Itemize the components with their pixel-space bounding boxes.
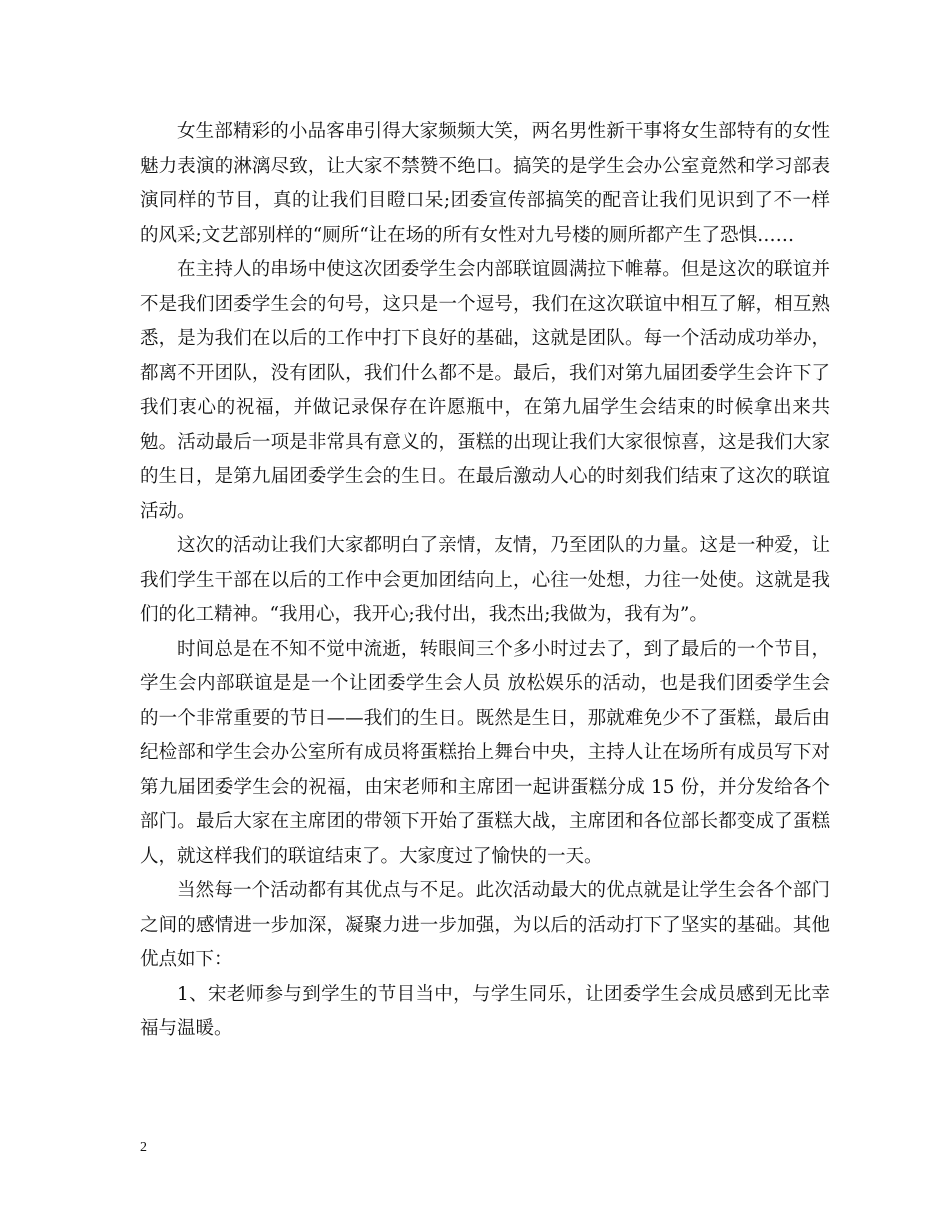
paragraph-6: 1、宋老师参与到学生的节目当中，与学生同乐，让团委学生会成员感到无比幸福与温暖。 xyxy=(140,983,830,1039)
paragraph-3: 这次的活动让我们大家都明白了亲情，友情，乃至团队的力量。这是一种爱，让我们学生干部在以后的工作中会更加团结向上，心往一处想，力往一处使。这就是我们的化工精神。“我用心，我开心;我付出，我杰出;我做为，我有为”。 xyxy=(140,535,830,625)
page-number: 2 xyxy=(140,1140,147,1155)
document-body xyxy=(140,115,830,1047)
paragraph-4: 时间总是在不知不觉中流逝，转眼间三个多小时过去了，到了最后的一个节目，学生会内部联谊是是一个让团委学生会人员 放松娱乐的活动，也是我们团委学生会的一个非常重要的节日——我们的生日。既然是生日，那就难免少不了蛋糕，最后由纪检部和学生会办公室所有成员将蛋糕抬上舞台中央，主持人让在场所有成员写下对第九届团委学生会的祝福，由宋老师和主席团一起讲蛋糕分成 15 份，并分发给各个部门。最后大家在主席团的带领下开始了蛋糕大战，主席团和各位部长都变成了蛋糕人，就这样我们的联谊结束了。大家度过了愉快的一天。 xyxy=(140,638,830,867)
paragraph-5: 当然每一个活动都有其优点与不足。此次活动最大的优点就是让学生会各个部门之间的感情进一步加深，凝聚力进一步加强，为以后的活动打下了坚实的基础。其他优点如下： xyxy=(140,880,830,970)
paragraph-2: 在主持人的串场中使这次团委学生会内部联谊圆满拉下帷幕。但是这次的联谊并不是我们团委学生会的句号，这只是一个逗号，我们在这次联谊中相互了解，相互熟悉，是为我们在以后的工作中打下良好的基础，这就是团队。每一个活动成功举办，都离不开团队，没有团队，我们什么都不是。最后，我们对第九届团委学生会许下了我们衷心的祝福，并做记录保存在许愿瓶中，在第九届学生会结束的时候拿出来共勉。活动最后一项是非常具有意义的，蛋糕的出现让我们大家很惊喜，这是我们大家的生日，是第九届团委学生会的生日。在最后激动人心的时刻我们结束了这次的联谊活动。 xyxy=(140,259,830,522)
paragraph-1: 女生部精彩的小品客串引得大家频频大笑，两名男性新干事将女生部特有的女性魅力表演的淋漓尽致，让大家不禁赞不绝口。搞笑的是学生会办公室竟然和学习部表演同样的节目，真的让我们目瞪口呆;团委宣传部搞笑的配音让我们见识到了不一样的风采;文艺部别样的“厕所“让在场的所有女性对九号楼的厕所都产生了恐惧…… xyxy=(140,121,830,246)
